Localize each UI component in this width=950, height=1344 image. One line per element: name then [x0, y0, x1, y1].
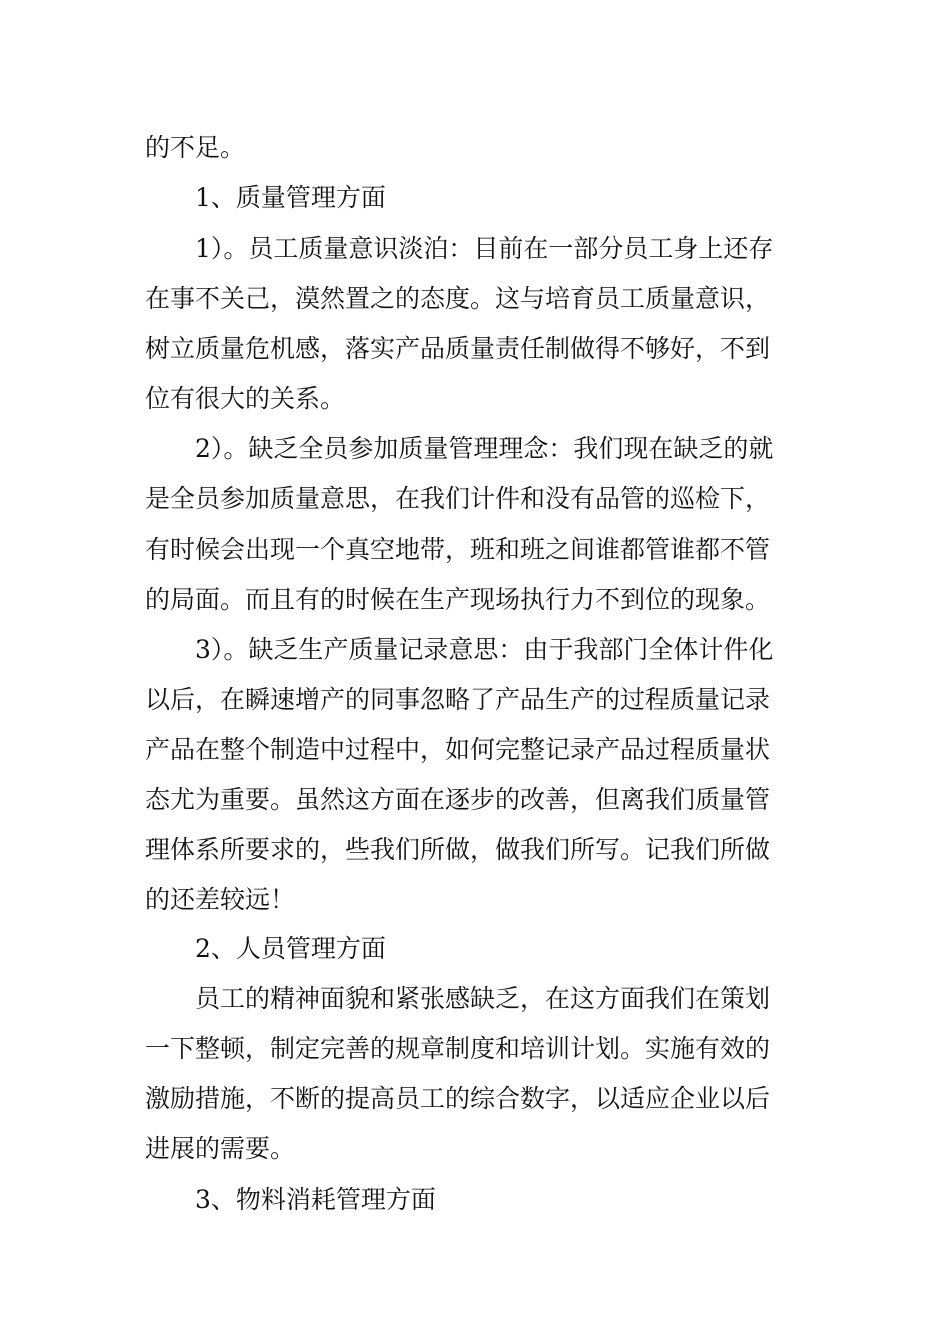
text-line: 位有很大的关系。: [145, 384, 346, 413]
text-line: 3）。缺乏生产质量记录意思：由于我部门全体计件化: [195, 635, 774, 664]
text-line: 激励措施，不断的提高员工的综合数字，以适应企业以后: [145, 1084, 771, 1113]
text-line: 2）。缺乏全员参加质量管理理念：我们现在缺乏的就: [195, 434, 774, 463]
text-line: 进展的需要。: [145, 1134, 296, 1163]
section-heading: 3、物料消耗管理方面: [195, 1185, 436, 1214]
text-line: 在事不关己，漠然置之的态度。这与培育员工质量意识，: [145, 284, 771, 313]
text-line: 1）。员工质量意识淡泊：目前在一部分员工身上还存: [195, 234, 774, 263]
text-line: 的局面。而且有的时候在生产现场执行力不到位的现象。: [145, 585, 771, 614]
text-line: 态尤为重要。虽然这方面在逐步的改善，但离我们质量管: [145, 785, 771, 814]
section-heading: 2、人员管理方面: [195, 934, 386, 963]
text-line: 理体系所要求的，些我们所做，做我们所写。记我们所做: [145, 835, 771, 864]
text-line: 是全员参加质量意思，在我们计件和没有品管的巡检下，: [145, 484, 771, 513]
section-heading: 1、质量管理方面: [195, 183, 386, 212]
text-line: 以后，在瞬速增产的同事忽略了产品生产的过程质量记录: [145, 685, 771, 714]
text-line: 一下整顿，制定完善的规章制度和培训计划。实施有效的: [145, 1034, 771, 1063]
text-line: 的不足。: [145, 133, 246, 162]
text-line: 产品在整个制造中过程中，如何完整记录产品过程质量状: [145, 735, 771, 764]
text-line: 员工的精神面貌和紧张感缺乏，在这方面我们在策划: [195, 984, 771, 1013]
text-line: 的还差较远！: [145, 885, 296, 914]
text-line: 树立质量危机感，落实产品质量责任制做得不够好，不到: [145, 334, 771, 363]
text-line: 有时候会出现一个真空地带，班和班之间谁都管谁都不管: [145, 535, 771, 564]
